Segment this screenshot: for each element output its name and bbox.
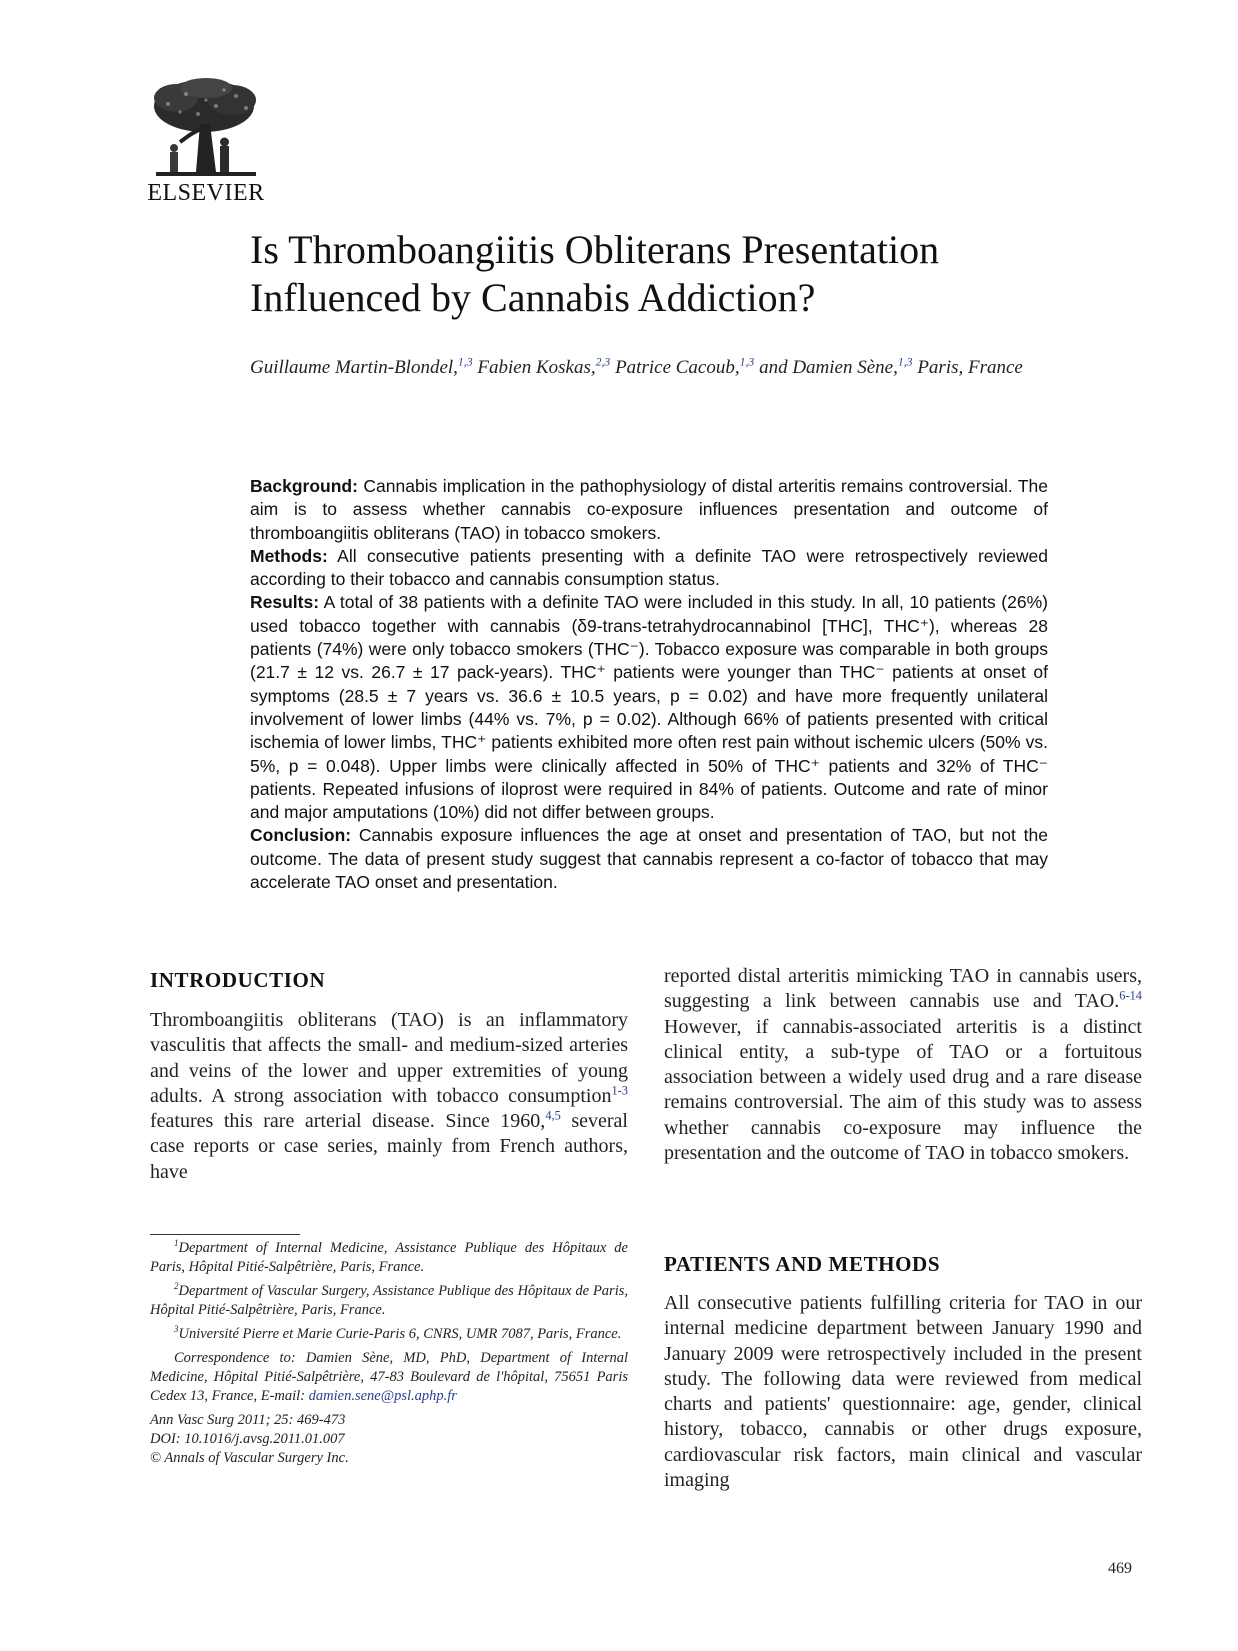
author-3: Patrice Cacoub,	[615, 357, 740, 378]
abstract-conclusion-label: Conclusion:	[250, 825, 352, 846]
journal-citation: Ann Vasc Surg 2011; 25: 469-473	[150, 1412, 346, 1428]
footnote-3-number: 3	[174, 1324, 179, 1335]
methods-heading: PATIENTS AND METHODS	[664, 1252, 941, 1276]
abstract-conclusion	[250, 824, 1048, 894]
abstract-results-label: Results:	[250, 592, 320, 613]
publisher-logo	[146, 76, 266, 204]
footnote-affiliation-3	[150, 1325, 628, 1344]
correspondence-text: Correspondence to: Damien Sène, MD, PhD, Department of Internal Medicine, Hôpital Pitié-Salpêtrière, 47-83 Boulevard de l'hôpital, 75651 Paris Cedex 13, France, E-mail:	[150, 1350, 628, 1404]
page-number: 469	[1108, 1560, 1132, 1577]
intro-text-1c: several case reports or case series, mainly from French authors, have	[150, 1110, 628, 1183]
abstract	[250, 475, 1048, 894]
doi: DOI: 10.1016/j.avsg.2011.01.007	[150, 1431, 345, 1447]
author-4-affiliation: 1,3	[897, 355, 913, 369]
author-1: Guillaume Martin-Blondel,	[250, 357, 458, 378]
author-list	[250, 355, 1050, 381]
author-3-affiliation: 1,3	[739, 355, 755, 369]
citation-ref[interactable]: 1-3	[611, 1083, 628, 1098]
footnote-2-text: Department of Vascular Surgery, Assistance Publique des Hôpitaux de Paris, Hôpital Pitié-Salpêtrière, Paris, France.	[150, 1283, 628, 1318]
abstract-methods	[250, 545, 1048, 592]
abstract-background-label: Background:	[250, 476, 358, 496]
intro-text-1a: Thromboangiitis obliterans (TAO) is an inflammatory vasculitis that affects the small- and medium-sized arteries and veins of the lower and upper extremities of young adults. A strong association with tobacco consumption	[150, 1009, 628, 1107]
introduction-paragraph-1	[150, 1008, 628, 1185]
intro-text-2a: reported distal arteritis mimicking TAO in cannabis users, suggesting a link between cannabis use and TAO.	[664, 965, 1142, 1013]
copyright: © Annals of Vascular Surgery Inc.	[150, 1450, 349, 1466]
methods-paragraph	[664, 1291, 1142, 1493]
footnote-divider	[150, 1234, 300, 1235]
footnote-affiliation-2	[150, 1282, 628, 1320]
correspondence-email-link[interactable]: damien.sene@psl.aphp.fr	[308, 1388, 457, 1404]
article-title	[250, 226, 1150, 322]
elsevier-tree-icon	[146, 76, 266, 180]
title-line-2: Influenced by Cannabis Addiction?	[250, 275, 816, 320]
abstract-methods-label: Methods:	[250, 545, 328, 566]
introduction-heading: INTRODUCTION	[150, 968, 326, 992]
author-4: and Damien Sène,	[759, 357, 898, 378]
citation-ref[interactable]: 4,5	[545, 1108, 561, 1123]
footnote-affiliation-1	[150, 1239, 628, 1277]
correspondence	[150, 1349, 628, 1406]
methods-text: All consecutive patients fulfilling criteria for TAO in our internal medicine department between January 1990 and January 2009 were retrospectively included in the present study. The following data were reviewed from medical charts and patients' questionnaire: age, gender, clinical history, tobacco, cannabis or other drugs exposure, cardiovascular risk factors, main clinical and vascular imaging	[664, 1292, 1142, 1492]
footnote-1-text: Department of Internal Medicine, Assistance Publique des Hôpitaux de Paris, Hôpital Pitié-Salpêtrière, Paris, France.	[150, 1240, 628, 1275]
abstract-methods-text: All consecutive patients presenting with a definite TAO were retrospectively reviewed according to their tobacco and cannabis consumption status.	[250, 545, 1048, 590]
footnote-2-number: 2	[174, 1281, 179, 1292]
abstract-background	[250, 475, 1048, 545]
logo-text: ELSEVIER	[147, 180, 265, 206]
author-location: Paris, France	[917, 357, 1023, 378]
abstract-background-text: Cannabis implication in the pathophysiology of distal arteritis remains controversial. The aim is to assess whether cannabis co-exposure influences presentation and outcome of thromboangiitis obliterans (TAO) in tobacco smokers.	[250, 476, 1048, 543]
abstract-conclusion-text: Cannabis exposure influences the age at onset and presentation of TAO, but not the outcome. The data of present study suggest that cannabis represent a co-factor of tobacco that may accelerate TAO onset and presentation.	[250, 825, 1048, 893]
intro-text-1b: features this rare arterial disease. Since 1960,	[150, 1110, 546, 1133]
intro-text-2b: However, if cannabis-associated arteritis is a distinct clinical entity, a sub-type of TAO or a fortuitous association between a widely used drug and a rare disease remains controversial. The aim of this study was to assess whether cannabis co-exposure may influence the presentation and the outcome of TAO in tobacco smokers.	[664, 1015, 1142, 1165]
citation-ref[interactable]: 6-14	[1119, 988, 1142, 1003]
author-2-affiliation: 2,3	[595, 355, 611, 369]
footnote-3-text: Université Pierre et Marie Curie-Paris 6, CNRS, UMR 7087, Paris, France.	[178, 1326, 622, 1342]
footnotes	[150, 1239, 628, 1468]
title-line-1: Is Thromboangiitis Obliterans Presentation	[250, 227, 940, 272]
author-1-affiliation: 1,3	[457, 355, 473, 369]
author-2: Fabien Koskas,	[477, 357, 596, 378]
introduction-paragraph-2	[664, 964, 1142, 1166]
abstract-results	[250, 591, 1048, 824]
footnote-1-number: 1	[174, 1238, 179, 1249]
abstract-results-text: A total of 38 patients with a definite TAO were included in this study. In all, 10 patients (26%) used tobacco together with cannabis (δ9-trans-tetrahydrocannabinol [THC], THC⁺), whereas 28 patients (74%) were only tobacco smokers (THC⁻). Tobacco exposure was comparable in both groups (21.7 ± 12 vs. 26.7 ± 17 pack-years). THC⁺ patients were younger than THC⁻ patients at onset of symptoms (28.5 ± 7 years vs. 36.6 ± 10.5 years, p = 0.02) and have more frequently unilateral involvement of lower limbs (44% vs. 7%, p = 0.02). Although 66% of patients presented with critical ischemia of lower limbs, THC⁺ patients exhibited more often rest pain without ischemic ulcers (50% vs. 5%, p = 0.048). Upper limbs were clinically affected in 50% of THC⁺ patients and 32% of THC⁻ patients. Repeated infusions of iloprost were required in 84% of patients. Outcome and rate of minor and major amputations (10%) did not differ between groups.	[250, 592, 1048, 823]
